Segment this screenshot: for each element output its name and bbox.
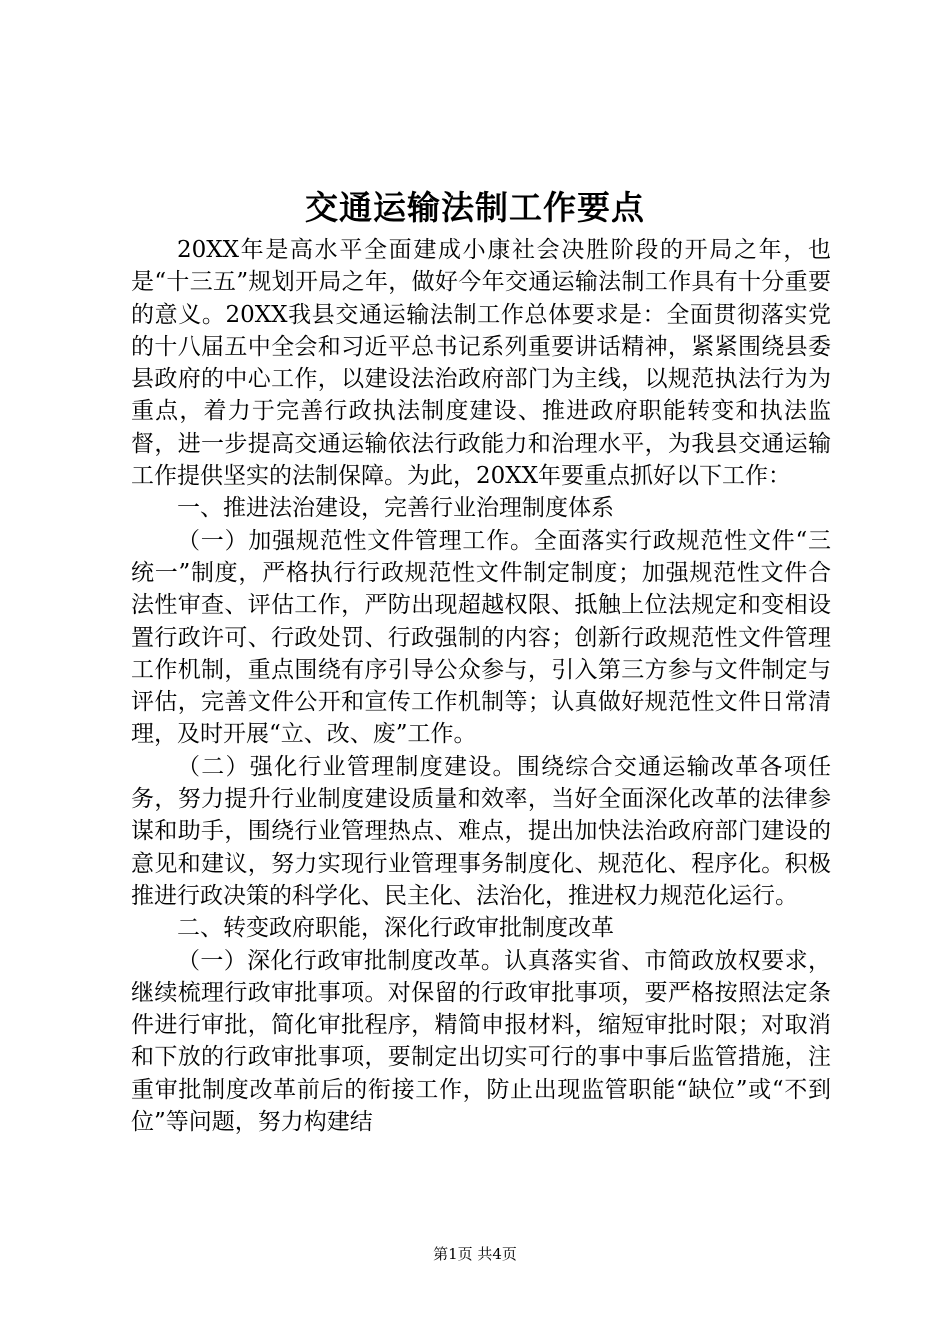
document-title: 交通运输法制工作要点 <box>305 188 645 227</box>
body-paragraph: （二）强化行业管理制度建设。围绕综合交通运输改革各项任务，努力提升行业制度建设质量和效率，当好全面深化改革的法律参谋和助手，围绕行业管理热点、难点，提出加快法治政府部门建设的意见和建议，努力实现行业管理事务制度化、规范化、程序化。积极推进行政决策的科学化、民主化、法治化，推进权力规范化运行。 <box>131 753 831 909</box>
body-paragraph: （一）加强规范性文件管理工作。全面落实行政规范性文件“三统一”制度，严格执行行政规范性文件制定制度；加强规范性文件合法性审查、评估工作，严防出现超越权限、抵触上位法规定和变相设置行政许可、行政处罚、行政强制的内容；创新行政规范性文件管理工作机制，重点围绕有序引导公众参与，引入第三方参与文件制定与评估，完善文件公开和宣传工作机制等；认真做好规范性文件日常清理，及时开展“立、改、废”工作。 <box>131 527 831 748</box>
section-heading: 二、转变政府职能，深化行政审批制度改革 <box>177 915 614 942</box>
body-paragraph: （一）深化行政审批制度改革。认真落实省、市简政放权要求，继续梳理行政审批事项。对保留的行政审批事项，要严格按照法定条件进行审批，简化审批程序，精简申报材料，缩短审批时限；对取消和下放的行政审批事项，要制定出切实可行的事中事后监管措施，注重审批制度改革前后的衔接工作，防止出现监管职能“缺位”或“不到位”等问题，努力构建结 <box>131 947 831 1136</box>
page-footer: 第1页 共4页 <box>433 1245 517 1263</box>
document-body <box>131 234 831 1138</box>
body-paragraph: 20XX年是高水平全面建成小康社会决胜阶段的开局之年，也是“十三五”规划开局之年，做好今年交通运输法制工作具有十分重要的意义。20XX我县交通运输法制工作总体要求是：全面贯彻落实党的十八届五中全会和习近平总书记系列重要讲话精神，紧紧围绕县委县政府的中心工作，以建设法治政府部门为主线，以规范执法行为为重点，着力于完善行政执法制度建设、推进政府职能转变和执法监督，进一步提高交通运输依法行政能力和治理水平，为我县交通运输工作提供坚实的法制保障。为此，20XX年要重点抓好以下工作： <box>131 237 831 490</box>
section-heading: 一、推进法治建设，完善行业治理制度体系 <box>177 495 614 522</box>
